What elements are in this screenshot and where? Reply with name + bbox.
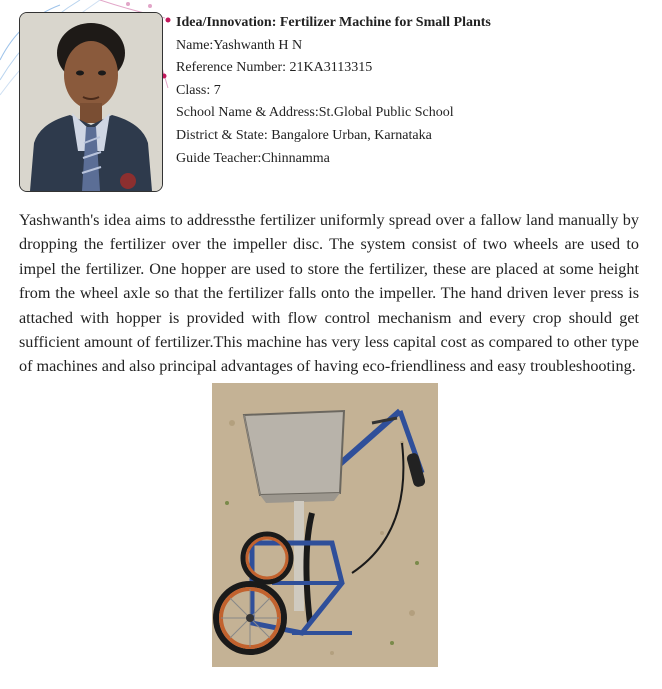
student-info	[176, 12, 491, 170]
fertilizer-machine-illustration	[212, 383, 438, 667]
idea-description: Yashwanth's idea aims to addressthe fertilizer uniformly spread over a fallow land manually by dropping the fertilizer over the impeller disc. The system consist of two wheels are used to impel the fertilizer. One hopper are used to store the fertilizer, these are placed at some height from the wheel axle so that the fertilizer falls onto the impeller. The hand driven lever press is attached with hopper is provided with flow control mechanism and every crop should get sufficient amount of fertilizer.This machine has very less capital cost as compared to other type of machines and also principal advantages of having eco-friendliness and easy troubleshooting.	[19, 211, 639, 376]
idea-title: Idea/Innovation: Fertilizer Machine for Small Plants	[176, 15, 491, 30]
student-class: Class: 7	[176, 82, 221, 98]
fertilizer-machine-photo	[212, 383, 438, 667]
student-photo	[19, 12, 163, 192]
reference-number: Reference Number: 21KA3113315	[176, 60, 373, 76]
guide-teacher: Guide Teacher:Chinnamma	[176, 150, 330, 166]
school-name: School Name & Address:St.Global Public School	[176, 105, 454, 121]
district-state: District & State: Bangalore Urban, Karnataka	[176, 127, 432, 143]
student-name: Name:Yashwanth H N	[176, 37, 303, 53]
student-portrait-illustration	[20, 13, 162, 191]
